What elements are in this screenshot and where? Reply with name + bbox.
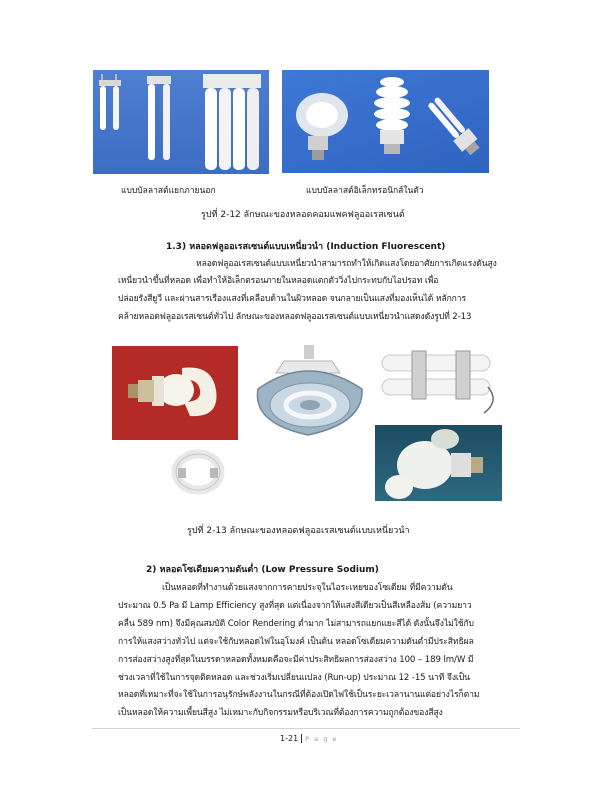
induction-bulbs-illustration: [375, 425, 502, 501]
low-pressure-sodium-heading: 2) หลอดโซเดียมความดันต่ำ (Low Pressure Sodium): [146, 565, 379, 575]
page-number: 1-21: [280, 734, 299, 743]
sodium-paragraph-line: เป็นหลอดให้ความเพี้ยนสีสูง ไม่เหมาะกับกิจกรรมหรือบริเวณที่ต้องการความถูกต้องของสีสูง: [118, 708, 443, 718]
ring-lamp-illustration: [168, 446, 228, 496]
induction-fluorescent-heading: 1.3) หลอดฟลูออเรสเซนต์แบบเหนี่ยวนำ (Induction Fluorescent): [166, 242, 446, 252]
footer-divider: [92, 728, 520, 729]
tube-induction-lamp-illustration: [376, 343, 502, 423]
integrated-ballast-cfl-photo: [282, 70, 489, 173]
sodium-paragraph-line: เป็นหลอดที่ทำงานด้วยแสงจากการคายประจุในไอระเหยของโซเดียม ที่มีความดัน: [162, 583, 453, 593]
figure-2-13-caption: รูปที่ 2-13 ลักษณะของหลอดฟลูออเรสเซนต์แบบเหนี่ยวนำ: [187, 526, 410, 536]
integrated-ballast-label: แบบบัลลาสต์อิเล็กทรอนิกส์ในตัว: [306, 186, 424, 196]
sodium-paragraph-line: ช่วงเวลาที่ใช้ในการจุดติดหลอด และช่วงเริ่มเปลี่ยนแปลง (Run-up) ประมาณ 12 -15 นาที จึงเป็น: [118, 673, 470, 683]
induction-paragraph-line: ปล่อยรังสียูวี และผ่านสารเรืองแสงที่เคลือบด้านในผิวหลอด จนกลายเป็นแสงที่มองเห็นได้ หลักการ: [118, 294, 467, 304]
integrated-ballast-lamps-illustration: [282, 70, 489, 173]
sodium-paragraph-line: การส่องสว่างสูงที่สุดในบรรดาหลอดทั้งหมดคือจะมีค่าประสิทธิผลการส่องสว่าง 100 – 189 lm/W มี: [118, 655, 474, 665]
sodium-paragraph-line: คลื่น 589 nm) จึงมีคุณสมบัติ Color Rendering ต่ำมาก ไม่สามารถแยกแยะสีได้ ดังนั้นจึงไม่ใช้กับ: [118, 619, 474, 629]
induction-lamp-illustration: [112, 346, 238, 440]
sodium-paragraph-line: การให้แสงสว่างทั่วไป แต่จะใช้กับหลอดไฟในอุโมงค์ เป็นต้น หลอดโซเดียมความดันต่ำมีประสิทธิผล: [118, 637, 474, 647]
induction-bulb-lamps-photo: [375, 425, 502, 501]
induction-highbay-photo: [244, 343, 373, 446]
external-ballast-cfl-photo: [93, 70, 269, 174]
induction-paragraph-line: เหนี่ยวนำขึ้นที่หลอด เพื่อทำให้อิเล็กตรอนภายในหลอดแตกตัววิ่งไปกระทบกับไอปรอท เพื่อ: [118, 276, 439, 286]
sodium-paragraph-line: หลอดที่เหมาะที่จะใช้ในการอนุรักษ์พลังงานในกรณีที่ต้องเปิดไฟใช้เป็นระยะเวลานานแต่อย่างไรก็ตาม: [118, 690, 480, 700]
induction-ring-small-photo: [168, 446, 228, 496]
induction-lamp-red-background-photo: [112, 346, 238, 440]
figure-2-12-caption: รูปที่ 2-12 ลักษณะของหลอดคอมแพคฟลูออเรสเซนต์: [201, 210, 405, 220]
induction-paragraph-line: หลอดฟลูออเรสเซนต์แบบเหนี่ยวนำสามารถทำให้เกิดแสงโดยอาศัยการเกิดแรงดันสูง: [196, 259, 497, 269]
external-ballast-lamps-illustration: [93, 70, 269, 174]
page-footer: [280, 734, 338, 743]
external-ballast-label: แบบบัลลาสต์แยกภายนอก: [121, 186, 216, 196]
induction-paragraph-line: คล้ายหลอดฟลูออเรสเซนต์ทั่วไป ลักษณะของหลอดฟลูออเรสเซนต์แบบเหนี่ยวนำแสดงดังรูปที่ 2-13: [118, 312, 472, 322]
footer-separator: [301, 734, 302, 743]
induction-tube-ring-photo: [376, 343, 502, 423]
highbay-reflector-illustration: [244, 343, 373, 446]
page-word: P a g e: [305, 735, 338, 743]
sodium-paragraph-line: ประมาณ 0.5 Pa มี Lamp Efficiency สูงที่สุด แต่เนื่องจากให้แสงสีเดียวเป็นสีเหลืองส้ม (ความยาว: [118, 601, 472, 611]
